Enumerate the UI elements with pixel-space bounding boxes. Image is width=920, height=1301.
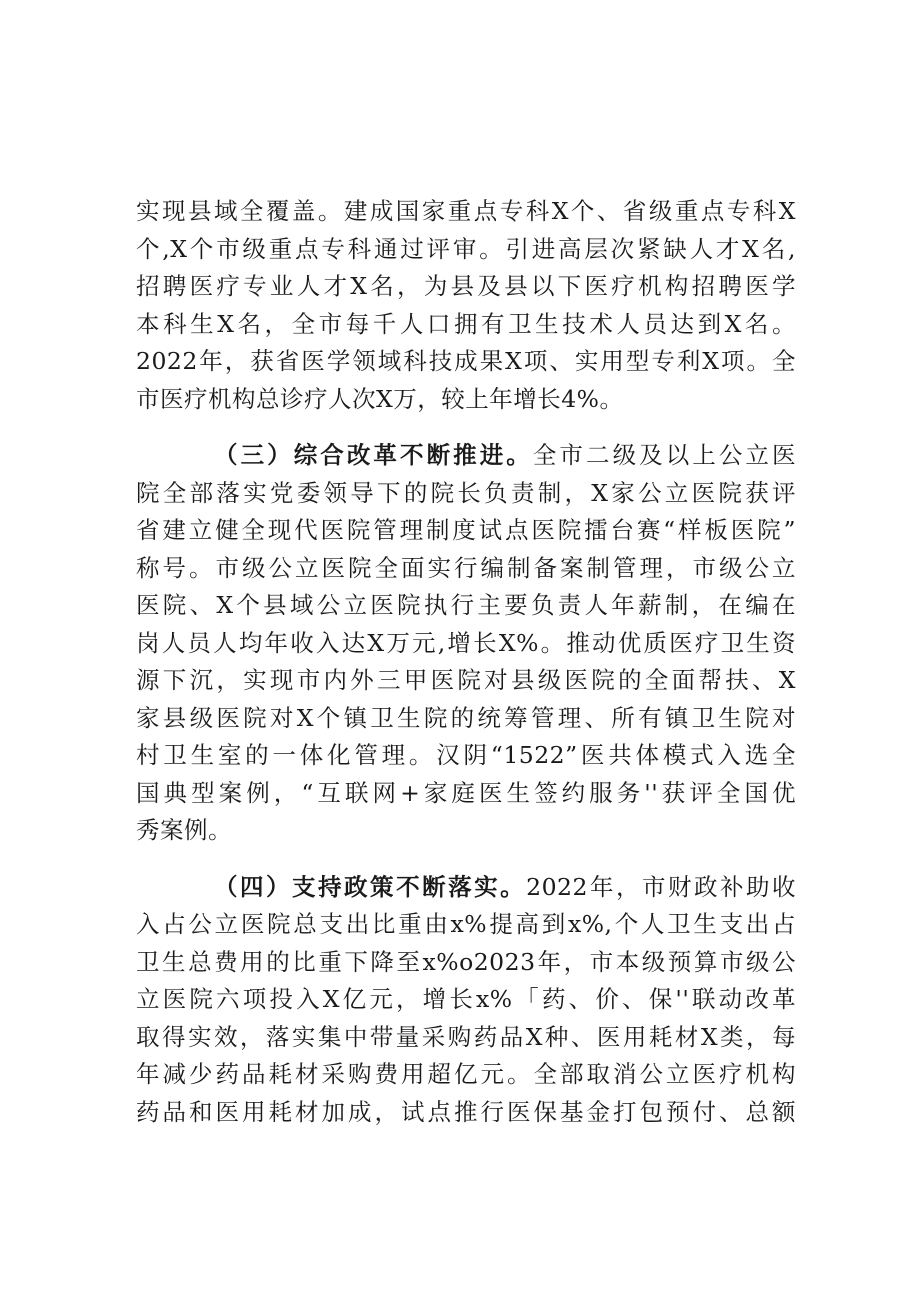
text-line-first bbox=[136, 869, 796, 907]
text-line: 村卫生室的一体化管理。汉阴“1522”医共体模式入选全 bbox=[136, 741, 796, 769]
section-4-first-line-text: 2022年，市财政补助收 bbox=[526, 872, 797, 901]
text-line: 岗人员人均年收入达X万元,增长X%。推动优质医疗卫生资 bbox=[136, 628, 796, 657]
text-line: 实现县域全覆盖。建成国家重点专科X个、省级重点专科X bbox=[136, 197, 796, 225]
text-line: 卫生总费用的比重下降至x%o2023年，市本级预算市级公 bbox=[136, 947, 796, 976]
section-3-heading: （三）综合改革不断推进。 bbox=[214, 441, 533, 469]
text-line: 国典型案例，“互联网+家庭医生签约服务''获评全国优 bbox=[136, 778, 796, 807]
paragraph-section-2 bbox=[136, 193, 796, 418]
text-line: 市医疗机构总诊疗人次X万，较上年增长4%。 bbox=[136, 384, 624, 413]
text-line: 年减少药品耗材采购费用超亿元。全部取消公立医疗机构 bbox=[136, 1060, 796, 1088]
text-line: 秀案例。 bbox=[136, 816, 232, 844]
paragraph-section-3 bbox=[136, 437, 796, 850]
text-line: 招聘医疗专业人才X名，为县及县以下医疗机构招聘医学 bbox=[136, 272, 796, 300]
text-line: 立医院六项投入X亿元，增长x%「药、价、保''联动改革 bbox=[136, 985, 796, 1013]
text-line-first bbox=[136, 437, 796, 475]
text-line: 2022年，获省医学领域科技成果X项、实用型专利X项。全 bbox=[136, 347, 796, 375]
paragraph-section-4 bbox=[136, 869, 796, 1132]
text-line: 省建立健全现代医院管理制度试点医院擂台赛“样板医院” bbox=[136, 516, 796, 544]
text-line: 院全部落实党委领导下的院长负责制，X家公立医院获评 bbox=[136, 478, 796, 507]
text-line: 个,X个市级重点专科通过评审。引进高层次紧缺人才X名, bbox=[136, 234, 796, 263]
text-line: 称号。市级公立医院全面实行编制备案制管理，市级公立 bbox=[136, 553, 796, 582]
text-line: 本科生X名，全市每千人口拥有卫生技术人员达到X名。 bbox=[136, 309, 796, 338]
text-line: 家县级医院对X个镇卫生院的统筹管理、所有镇卫生院对 bbox=[136, 703, 796, 732]
text-line: 取得实效，落实集中带量采购药品X种、医用耗材X类，每 bbox=[136, 1022, 796, 1051]
paragraph-gap bbox=[136, 850, 796, 869]
paragraph-gap bbox=[136, 418, 796, 437]
document-body bbox=[136, 193, 796, 1131]
text-line: 药品和医用耗材加成，试点推行医保基金打包预付、总额 bbox=[136, 1097, 796, 1126]
text-line: 源下沉，实现市内外三甲医院对县级医院的全面帮扶、X bbox=[136, 666, 796, 694]
text-line: 入占公立医院总支出比重由x%提高到x%,个人卫生支出占 bbox=[136, 910, 796, 938]
section-4-heading: （四）支持政策不断落实。 bbox=[214, 872, 527, 901]
section-3-first-line-text: 全市二级及以上公立医 bbox=[532, 441, 797, 469]
text-line: 医院、X个县域公立医院执行主要负责人年薪制，在编在 bbox=[136, 591, 796, 619]
